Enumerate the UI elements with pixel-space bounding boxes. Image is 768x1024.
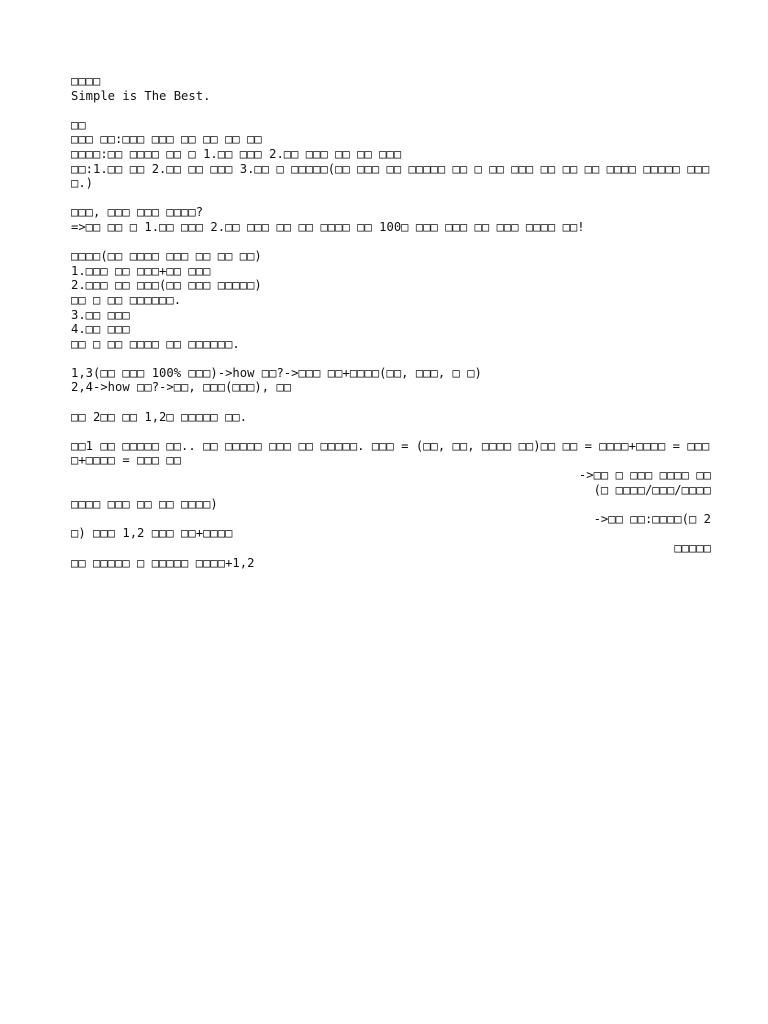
text-line: 3.□□ □□□ <box>71 307 130 322</box>
text-line: (□ □□□□/□□□/□□□□ <box>593 482 711 497</box>
text-line: □□1 □□ □□□□□ □□.. □□ □□□□□ □□□ □□ □□□□□. □□□ = (□□, □□, □□□□ □□)□□ □□ = □□□□+□□□□ = □□□□+□□□□ = □□□ □□ <box>71 438 710 468</box>
text-line: 2.□□□ □□ □□□(□□ □□□ □□□□□) <box>71 278 262 293</box>
text-line: □□□□:□□ □□□□ □□ □ 1.□□ □□□ 2.□□ □□□ □□ □□ □□□ <box>71 146 402 161</box>
text-line: □□ □ □□ □□□□ □□ □□□□□□. <box>71 336 240 351</box>
text-line <box>71 424 711 439</box>
text-line: □□□, □□□ □□□ □□□□? <box>71 205 204 220</box>
text-line: □□□□ □□□ □□ □□ □□□□) <box>71 497 218 512</box>
text-line: □□ □ □□ □□□□□□. <box>71 292 182 307</box>
text-line: □□□□ <box>71 74 101 88</box>
text-line: 1,3(□□ □□□ 100% □□□)->how □□?->□□□ □□+□□□□(□□, □□□, □ □) <box>71 365 482 380</box>
text-line: □□ □□□□□ □ □□□□□ □□□□+1,2 <box>71 555 255 570</box>
document-page <box>71 74 711 570</box>
text-line <box>71 351 711 366</box>
text-line: □) □□□ 1,2 □□□ □□+□□□□ <box>71 526 233 541</box>
text-line: ->□□ □ □□□ □□□□ □□ <box>578 468 711 483</box>
text-line: ->□□ □□:□□□□(□ 2 <box>593 511 711 526</box>
text-line: =>□□ □□ □ 1.□□ □□□ 2.□□ □□□ □□ □□ □□□□ □□ 100□ □□□ □□□ □□ □□□ □□□□ □□! <box>71 219 585 234</box>
text-line: □□□ □□:□□□ □□□ □□ □□ □□ □□ <box>71 132 262 147</box>
text-line: Simple is The Best. <box>71 88 211 103</box>
text-line: □□ <box>71 117 86 132</box>
text-line: 2,4->how □□?->□□, □□□(□□□), □□ <box>71 380 292 395</box>
text-line: □□:1.□□ □□ 2.□□ □□ □□□ 3.□□ □ □□□□□(□□ □□□ □□ □□□□□ □□ □ □□ □□□ □□ □□ □□ □□□□ □□□□□ □□□□.) <box>71 161 710 191</box>
text-line: 4.□□ □□□ <box>71 322 130 337</box>
text-line: 1.□□□ □□ □□□+□□ □□□ <box>71 263 211 278</box>
text-line <box>71 395 711 410</box>
text-line: □□□□□ <box>674 541 711 555</box>
text-line <box>71 103 711 118</box>
text-line: □□□□(□□ □□□□ □□□ □□ □□ □□) <box>71 249 262 264</box>
text-line <box>71 191 711 206</box>
text-line: □□ 2□□ □□ 1,2□ □□□□□ □□. <box>71 409 248 424</box>
text-line <box>71 235 711 250</box>
